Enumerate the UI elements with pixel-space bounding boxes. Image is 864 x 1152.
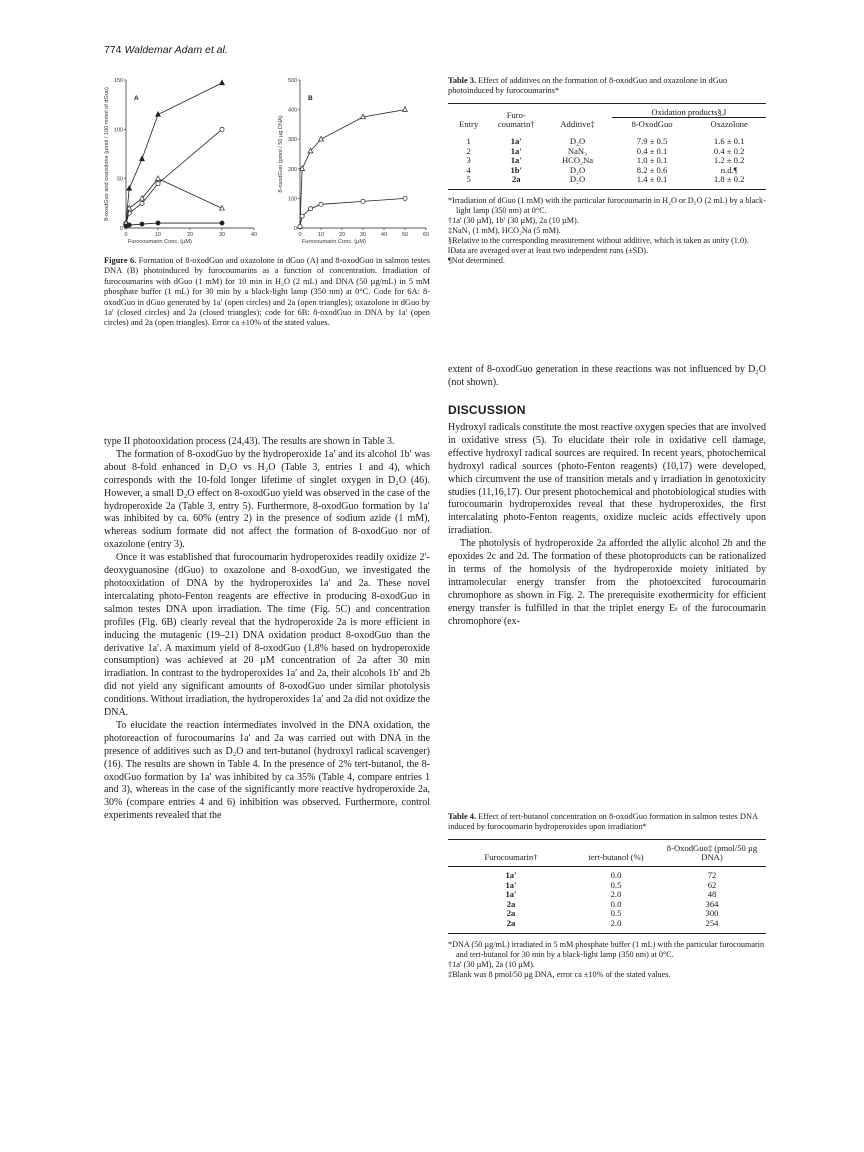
table-row: [448, 919, 766, 933]
x-axis-label: Furocoumarin Conc. (µM): [128, 239, 192, 245]
x-tick-label: 0: [298, 232, 302, 238]
panel-label: B: [308, 95, 313, 102]
table-3-footnote: †1a′ (30 µM), 1b′ (30 µM), 2a (10 µM).: [448, 215, 579, 225]
data-point: [300, 214, 304, 218]
data-point: [308, 207, 312, 211]
series-line: [126, 179, 222, 223]
y-tick-label: 400: [288, 107, 297, 114]
x-tick-label: 30: [360, 232, 366, 238]
table-cell-furo: 1b′: [510, 164, 522, 175]
discussion-heading: DISCUSSION: [448, 403, 526, 417]
data-point: [298, 224, 302, 228]
data-point: [220, 221, 224, 225]
data-point: [127, 223, 131, 227]
table-3-caption: Effect of additives on the formation of 8-oxodGuo and oxazolone in dGuo photoinduced by furocoumarins*: [448, 76, 728, 96]
table-cell-furo: 2a: [506, 898, 516, 909]
table-cell-entry: 2: [466, 145, 471, 156]
data-point: [156, 182, 160, 186]
y-axis-label: 8-oxodGuo and oxazolone (µmol / 100 mmol of dGuo): [104, 87, 110, 221]
panel-b-plot: [278, 78, 429, 245]
table-cell-butanol: 0.0: [610, 898, 622, 909]
y-tick-label: 500: [288, 78, 297, 84]
table-cell-entry: 4: [466, 164, 471, 175]
table-4-footnote: †1a′ (30 µM), 2a (10 µM).: [448, 959, 535, 969]
x-tick-label: 10: [155, 232, 161, 238]
panel-a-plot: [104, 78, 257, 245]
table-cell-entry: 1: [466, 136, 471, 146]
table-3-title: [448, 76, 766, 97]
table-row: [448, 881, 766, 891]
table-3-header-oxodguo: 8-OxodGuo: [631, 119, 673, 130]
table-cell-oxa: 0.4 ± 0.2: [713, 145, 745, 156]
table-cell-oxo: 254: [658, 919, 766, 933]
x-tick-label: 50: [402, 232, 408, 238]
data-point: [140, 222, 144, 226]
table-cell-furo: 1a′: [510, 136, 522, 146]
data-point: [361, 199, 365, 203]
table-4-header-furo: Furocoumarin†: [448, 839, 574, 866]
table-4-label: Table 4.: [448, 812, 477, 821]
table-4-grid: [448, 839, 766, 934]
x-tick-label: 10: [318, 232, 324, 238]
table-3-header-furo: Furo-coumarin†: [489, 103, 543, 133]
table-cell-oxo: 364: [705, 898, 719, 909]
table-row: [448, 900, 766, 910]
running-header: [104, 44, 228, 56]
table-cell-butanol: 2.0: [574, 919, 658, 933]
table-4-footnote: ‡Blank was 8 pmol/50 µg DNA, error ca ±10% of the stated values.: [448, 969, 671, 979]
x-tick-label: 40: [251, 232, 257, 238]
table-cell-furo: 2a: [506, 908, 516, 919]
table-cell-oxo: 7.9 ± 0.5: [636, 136, 668, 146]
y-tick-label: 0: [120, 226, 123, 232]
body-paragraph: To elucidate the reaction intermediates involved in the DNA oxidation, the photoreaction of furocoumarins 1a′ and 2a was carried out with DNA in the presence of additives such as D₂O and tert-butanol (hydroxyl radical scavenger) (16). The results are shown in Table 4. In the presence of 2% tert-butanol, the 8-oxodGuo formation by 1a′ was inhibited by ca 35% (Table 4, compare entries 1 and 3), whereas in the case of the significantly more reactive hydroperoxide 2a, 30% (compare entries 4 and 6) inhibition was observed. Furthermore, control experiments revealed that the: [104, 719, 430, 822]
table-cell-oxo: 48: [707, 889, 717, 900]
table-3-grid: [448, 103, 766, 190]
table-cell-entry: 5: [448, 175, 489, 189]
table-cell-additive: HCO₂Na: [561, 155, 594, 166]
y-tick-label: 300: [288, 137, 297, 144]
table-cell-oxo: 8.2 ± 0.6: [636, 164, 668, 175]
table-3-label: Table 3.: [448, 76, 477, 85]
x-axis-label: Furocoumarin Conc. (µM): [302, 239, 366, 245]
table-cell-furo: 1a′: [510, 155, 522, 166]
series-line: [126, 129, 222, 223]
table-cell-oxo: 62: [707, 879, 717, 890]
table-cell-butanol: 0.5: [610, 879, 622, 890]
y-tick-label: 50: [117, 176, 123, 183]
figure-6-plots: [104, 72, 430, 248]
y-axis-label: 8-oxodGuo (pmol / 50 µg DNA): [278, 115, 284, 193]
x-tick-label: 0: [124, 232, 128, 238]
table-cell-oxo: 1.0 ± 0.1: [636, 155, 668, 166]
body-paragraph: The photolysis of hydroperoxide 2a afforded the allylic alcohol 2b and the epoxides 2c and 2d. The formation of these photoproducts can be rationalized in terms of the homolysis of the hydroperoxide moiety initiated by intramolecular energy transfer from the photoexcited furocoumarin chromophore as shown in Fig. 2. The prerequisite exothermicity for efficient energy transfer is fulfilled in that the triplet energy Eₜ of the furocoumarin chromophore (ex-: [448, 538, 766, 627]
figure-6: [104, 72, 430, 248]
y-tick-label: 200: [288, 166, 297, 173]
body-paragraph: type II photooxidation process (24,43). The results are shown in Table 3.: [104, 436, 395, 447]
data-point: [220, 80, 225, 85]
table-cell-furo: 2a: [489, 175, 543, 189]
data-point: [220, 127, 224, 131]
body-paragraph: extent of 8-oxodGuo generation in these reactions was not influenced by D₂O (not shown).: [448, 364, 766, 388]
data-point: [319, 202, 323, 206]
y-tick-label: 100: [114, 127, 123, 134]
table-4-header-oxodguo: 8-OxodGuo‡ (pmol/50 µg DNA): [658, 839, 766, 866]
table-cell-oxo: 72: [707, 870, 717, 880]
table-3-header-additive: Additive‡: [543, 103, 612, 133]
table-cell-oxa: n.d.¶: [720, 164, 738, 175]
table-3: [448, 76, 766, 266]
table-cell-furo: 2a: [448, 919, 574, 933]
table-3-header-group: Oxidation products§,‖: [612, 103, 766, 118]
table-3-footnotes: [448, 196, 766, 266]
panel-label: A: [134, 95, 139, 102]
y-tick-label: 100: [288, 196, 297, 203]
table-cell-furo: 1a′: [505, 889, 517, 900]
table-cell-furo: 1a′: [510, 145, 522, 156]
table-row: [448, 890, 766, 900]
data-point: [140, 156, 145, 161]
figure-caption-label: Figure 6.: [104, 256, 137, 265]
series-line: [300, 110, 405, 227]
figure-caption: [104, 256, 430, 329]
table-4: [448, 812, 766, 980]
x-tick-label: 20: [339, 232, 345, 238]
series-line: [300, 198, 405, 226]
left-column: [104, 436, 430, 823]
table-4-title: [448, 812, 766, 833]
right-column-continuation: [448, 364, 766, 390]
data-point: [156, 221, 160, 225]
y-tick-label: 0: [294, 226, 297, 232]
table-row: [448, 867, 766, 881]
running-author: Waldemar Adam et al.: [124, 44, 228, 56]
data-point: [300, 166, 305, 171]
table-cell-additive: D₂O: [569, 136, 586, 146]
figure-caption-text: Formation of 8-oxodGuo and oxazolone in dGuo (A) and 8-oxodGuo in salmon testes DNA (B) photoinduced by furocoumarins as a function of concentration. Irradiation of furocoumarins with dGuo (1 mM) for 10 min in H₂O (2 mL) and DNA (50 µg/mL) in 5 mM phosphate buffer (1 mL) for 30 min by a black-light lamp (350 nm) at 0°C. Code for 6A: 8-oxodGuo in dGuo generated by 1a′ (open circles) and 2a (open triangles); oxazolone in dGuo by 1a′ (closed circles) and 2a (closed triangles); code for 6B: 8-oxodGuo in DNA by 1a′ (open circles) and 2a (open triangles). Error ca ±10% of the stated values.: [104, 256, 431, 328]
table-3-header-entry: Entry: [448, 103, 489, 133]
table-cell-furo: 1a′: [505, 879, 517, 890]
table-4-footnotes: [448, 940, 766, 980]
table-cell-butanol: 0.5: [610, 908, 622, 919]
table-cell-oxa: 1.2 ± 0.2: [713, 155, 745, 166]
data-point: [140, 201, 144, 205]
table-cell-oxa: 1.8 ± 0.2: [692, 175, 766, 189]
discussion-body: [448, 422, 766, 629]
x-tick-label: 30: [219, 232, 225, 238]
data-point: [403, 107, 408, 112]
table-cell-additive: D₂O: [543, 175, 612, 189]
table-cell-butanol: 2.0: [610, 889, 622, 900]
table-3-footnote: ‖Data are averaged over at least two independent runs (±SD).: [448, 245, 649, 255]
table-row: [448, 156, 766, 166]
y-tick-label: 150: [114, 78, 123, 84]
data-point: [127, 186, 132, 191]
body-paragraph: Once it was established that furocoumarin hydroperoxides readily oxidize 2′-deoxyguanosine (dGuo) to oxazolone and 8-oxodGuo, we investigated the photooxidation of DNA by the hydroperoxides 1a′ and 2a. These novel intercalating photo-Fenton reagents are effective in producing 8-oxodGuo in salmon testes DNA upon irradiation. The time (Fig. 5C) and concentration profiles (Fig. 6B) clearly reveal that the hydroperoxide 2a is more efficient in inducing the mutagenic (19–21) DNA oxidation product 8-oxodGuo than the derivative 1a′. A maximum yield of 8-oxodGuo (1.8% based on hydroperoxide consumption) was achieved at 20 µM concentration of 2a after 30 min irradiation. In contrast to the hydroperoxides 1a′ and 2a, their alcohols 1b′ and 2b did not yield any significant amounts of 8-oxodGuo under similar photolysis conditions. Without irradiation, the hydroperoxides 1a′ and 2a did not oxidize the DNA.: [104, 552, 430, 719]
table-cell-butanol: 0.0: [610, 870, 622, 880]
table-cell-additive: NaN₃: [567, 145, 588, 156]
table-cell-oxo: 1.4 ± 0.1: [612, 175, 693, 189]
table-row: [448, 909, 766, 919]
table-3-footnote: ¶Not determined.: [448, 255, 505, 265]
table-cell-oxo: 0.4 ± 0.1: [636, 145, 668, 156]
table-cell-oxo: 300: [705, 908, 719, 919]
table-3-header-oxazolone: Oxazolone: [710, 119, 748, 130]
table-4-footnote: *DNA (50 µg/mL) irradiated in 5 mM phosphate buffer (1 mL) with the particular furocoumarin and tert-butanol for 30 min by a black-light lamp (350 nm) at 0°C.: [448, 939, 765, 959]
table-4-caption: Effect of tert-butanol concentration on 8-oxodGuo formation in salmon testes DNA induced by furocoumarin hydroperoxides upon irradiation*: [448, 812, 758, 832]
table-3-footnote: ‡NaN₃ (1 mM), HCO₂Na (5 mM).: [448, 225, 561, 235]
data-point: [403, 196, 407, 200]
page-number: 774: [104, 44, 122, 56]
x-tick-label: 20: [187, 232, 193, 238]
table-row: [448, 133, 766, 147]
x-tick-label: 40: [381, 232, 387, 238]
x-tick-label: 60: [423, 232, 429, 238]
table-cell-additive: D₂O: [569, 164, 586, 175]
table-row: [448, 175, 766, 189]
data-point: [156, 176, 161, 181]
table-3-footnote: §Relative to the corresponding measurement without additive, which is taken as unity (1.0).: [448, 235, 749, 245]
body-paragraph: The formation of 8-oxodGuo by the hydroperoxide 1a′ and its alcohol 1b′ was about 8-fold enhanced in D₂O vs H₂O (Table 3, entries 1 and 4), which corresponds with the 10-fold longer lifetime of singlet oxygen in D₂O (46). However, a small D₂O effect on 8-oxodGuo yield was observed in the case of the hydroperoxide 2a (Table 3, entry 5). Furthermore, 8-oxodGuo formation by 1a′ was inhibited by ca. 60% (entry 2) in the presence of sodium azide (1 mM), whereas sodium formate did not affect the formation of 8-oxodGuo nor of oxazolone (entry 3).: [104, 448, 430, 551]
table-cell-entry: 3: [466, 155, 471, 166]
table-4-header-butanol: tert-butanol (%): [574, 839, 658, 866]
body-paragraph: Hydroxyl radicals constitute the most reactive oxygen species that are involved in oxidative stress (5). To elucidate their role in oxidative cell damage, effective hydroxyl radical sources are required. In recent years, photochemical hydroxyl radical sources (photo-Fenton reagents) (10,17) were developed, which circumvent the use of transition metals and γ irradiation in genotoxicity studies (11,16,17). Our present photochemical and photobiological studies with furocoumarin hydroperoxides reveal that these hydroperoxides, the first intercalating photo-Fenton reagents, oxidize nucleic acids effectively upon irradiation.: [448, 422, 766, 537]
table-3-footnote: *Irradiation of dGuo (1 mM) with the particular furocoumarin in H₂O or D₂O (2 mL) by a black-light lamp (350 nm) at 0°C.: [448, 195, 766, 215]
table-cell-furo: 1a′: [505, 870, 517, 880]
table-cell-oxa: 1.6 ± 0.1: [713, 136, 745, 146]
